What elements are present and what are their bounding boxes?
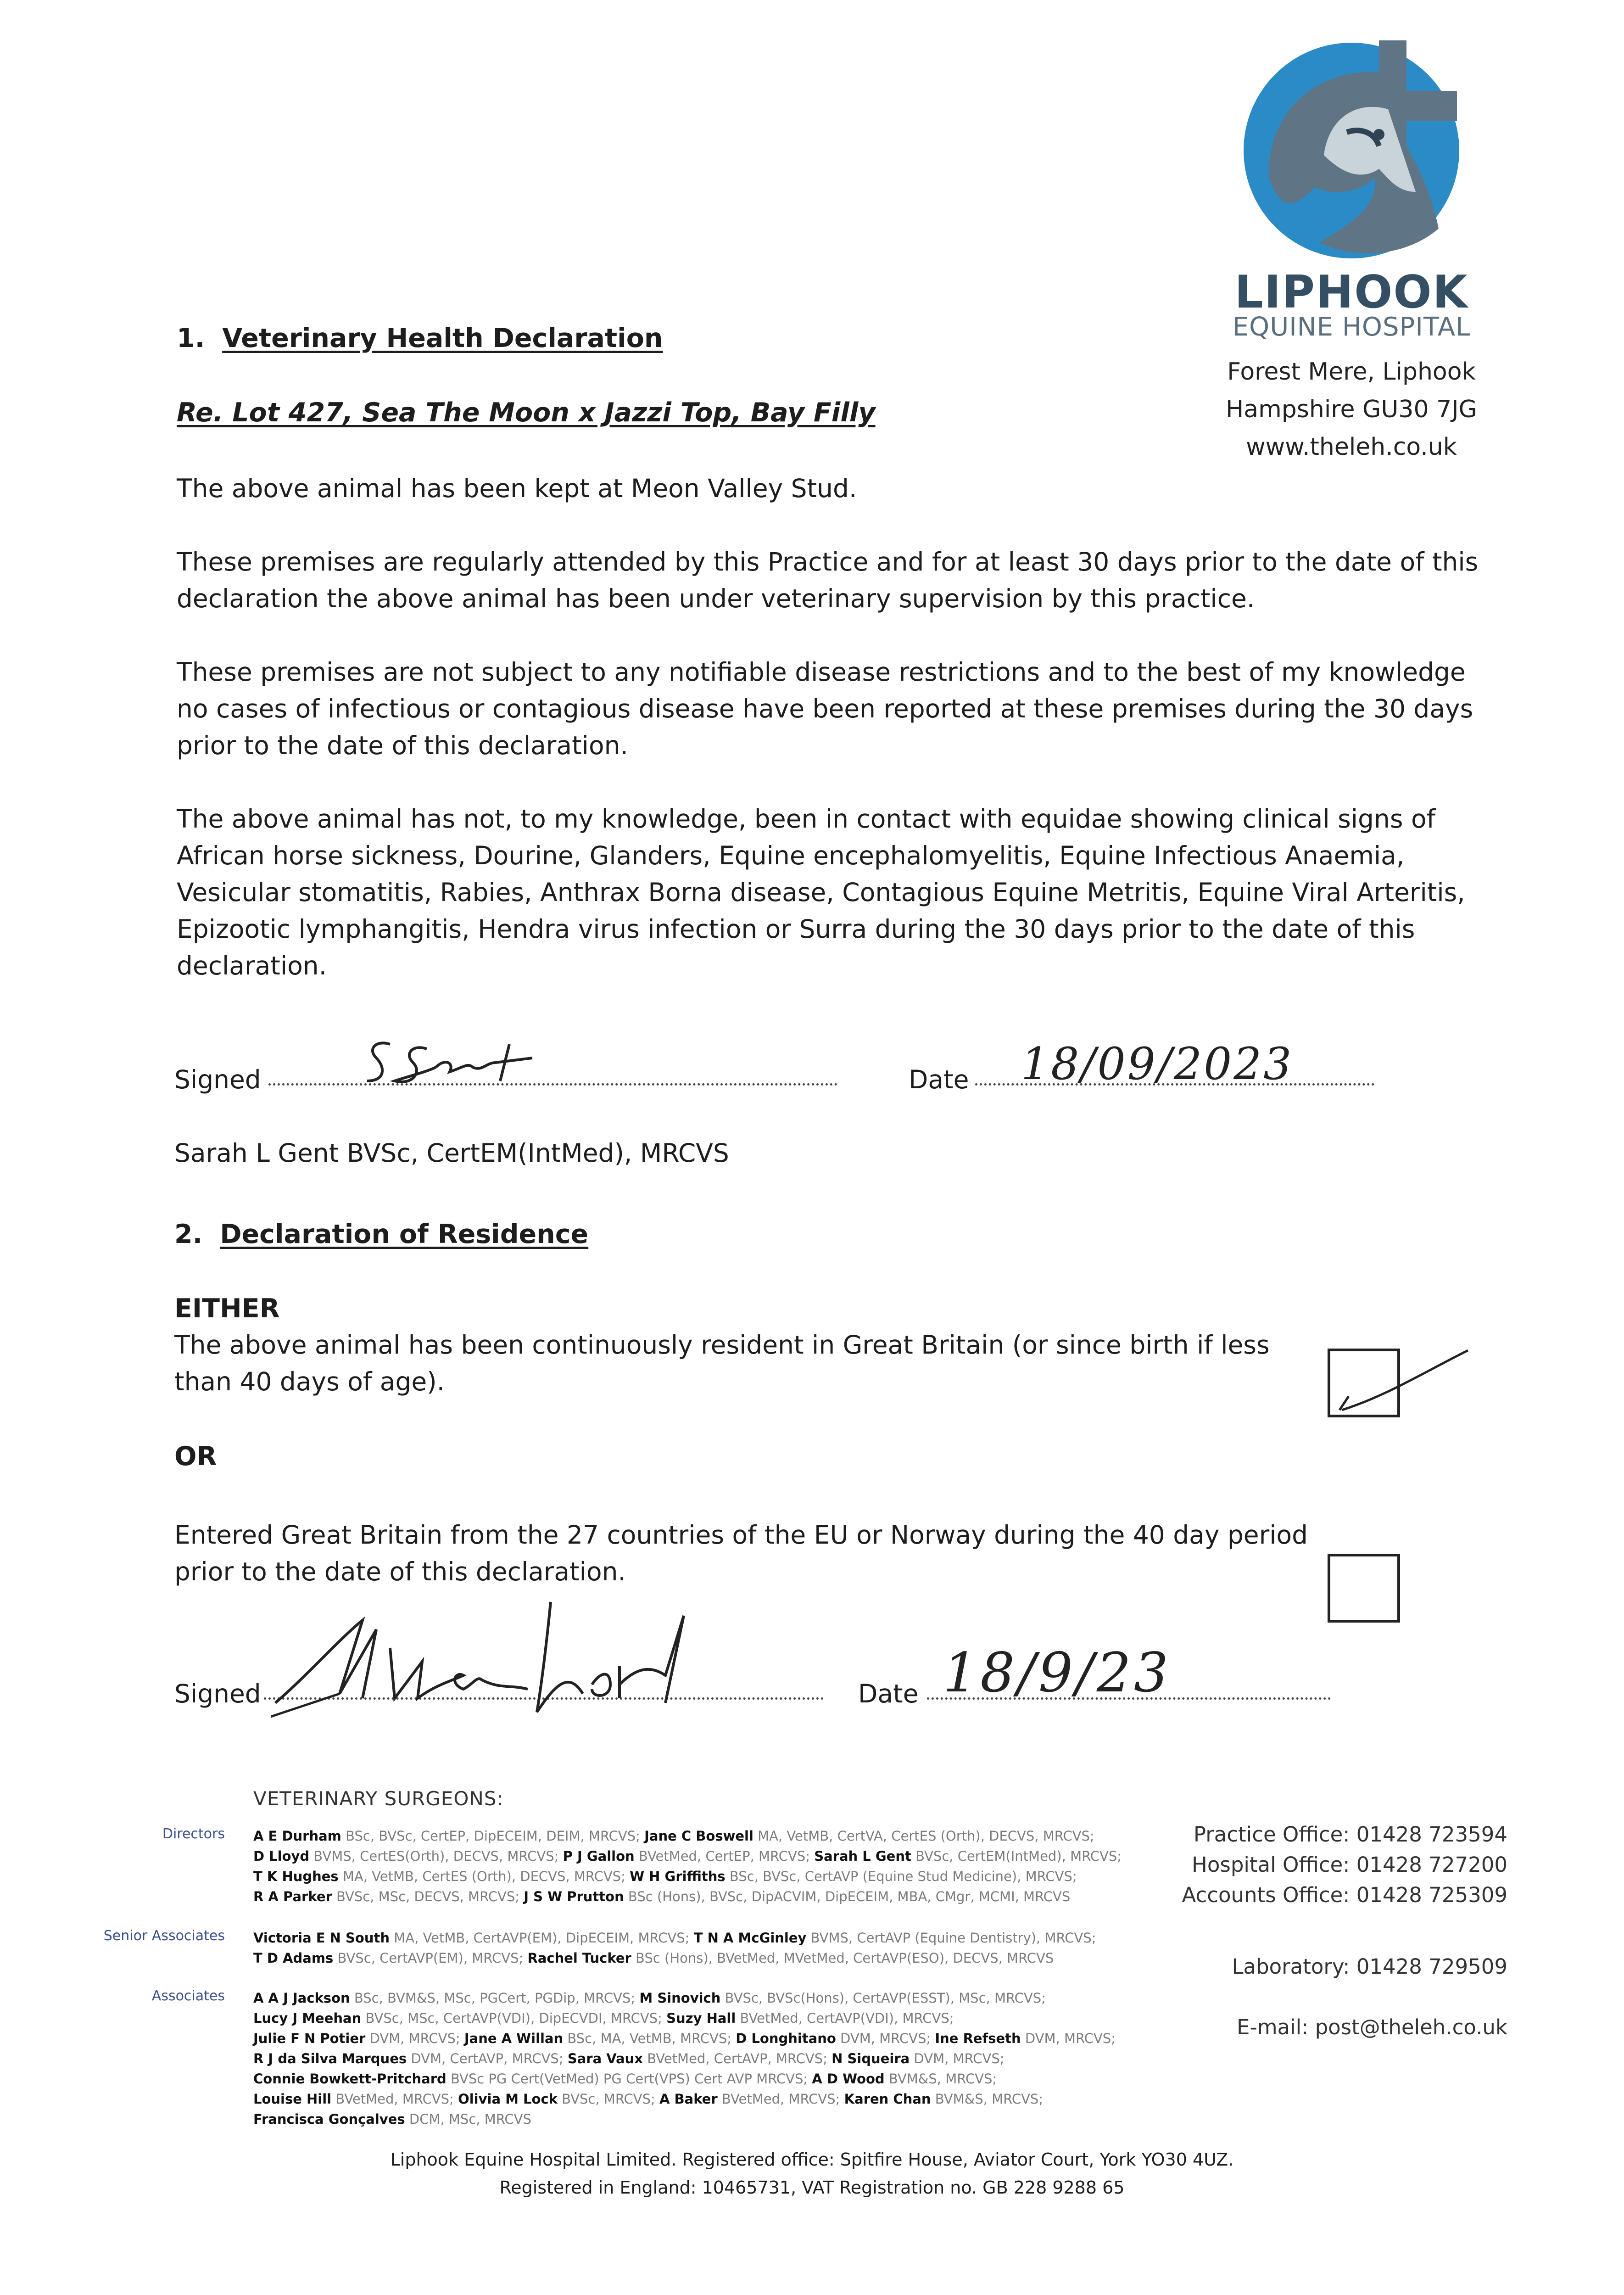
or-label: OR bbox=[174, 1441, 217, 1472]
brand-subtitle: EQUINE HOSPITAL bbox=[1232, 312, 1471, 342]
staff-qualifications: BVM&S, MRCVS; bbox=[931, 2091, 1044, 2107]
date-label-2: Date bbox=[858, 1679, 919, 1708]
signed-label-1: Signed bbox=[174, 1065, 261, 1094]
staff-qualifications: BVetMed, CertEP, MRCVS; bbox=[634, 1848, 815, 1864]
staff-qualifications: BVetMed, MRCVS; bbox=[717, 2091, 844, 2107]
staff-name: D Longhitano bbox=[736, 2031, 836, 2046]
associates-list bbox=[253, 1988, 1116, 2129]
staff-name: R J da Silva Marques bbox=[253, 2051, 407, 2066]
date-value-1: 18/09/2023 bbox=[1021, 1038, 1294, 1090]
staff-qualifications: BVSc, BVSc(Hons), CertAVP(ESST), MSc, MRCVS; bbox=[720, 1990, 1046, 2006]
paragraph-no-restrictions: These premises are not subject to any notifiable disease restrictions and to the best of my knowledge no cases of infectious or contagious disease have been reported at these premises during the 30 days prior to the date of this declaration. bbox=[177, 657, 1473, 760]
staff-name: Louise Hill bbox=[253, 2091, 332, 2107]
section-1-heading bbox=[177, 323, 663, 353]
registered-office-line: Liphook Equine Hospital Limited. Registered office: Spitfire House, Aviator Court, York YO30 4UZ. bbox=[390, 2149, 1234, 2170]
staff-qualifications: DCM, MSc, MRCVS bbox=[405, 2111, 531, 2127]
signatory-name: Sarah L Gent BVSc, CertEM(IntMed), MRCVS bbox=[174, 1138, 729, 1168]
staff-qualifications: DVM, CertAVP, MRCVS; bbox=[407, 2051, 568, 2066]
laboratory-phone: Laboratory: 01428 729509 bbox=[1232, 1954, 1507, 1979]
staff-line bbox=[253, 1928, 1096, 1948]
staff-line bbox=[253, 2089, 1116, 2109]
staff-qualifications: DVM, MRCVS; bbox=[836, 2031, 935, 2046]
hospital-office-phone: Hospital Office: 01428 727200 bbox=[1192, 1853, 1507, 1877]
staff-name: J S W Prutton bbox=[524, 1889, 624, 1904]
staff-name: P J Gallon bbox=[563, 1848, 635, 1864]
practice-office-phone: Practice Office: 01428 723594 bbox=[1193, 1822, 1507, 1847]
section-1-number: 1. bbox=[177, 323, 205, 353]
registration-number-line: Registered in England: 10465731, VAT Registration no. GB 228 9288 65 bbox=[499, 2177, 1125, 2198]
role-senior-associates: Senior Associates bbox=[103, 1928, 225, 1944]
staff-qualifications: MA, VetMB, CertES (Orth), DECVS, MRCVS; bbox=[338, 1869, 630, 1884]
staff-line bbox=[253, 1988, 1116, 2008]
staff-qualifications: BSc, MA, VetMB, MRCVS; bbox=[563, 2031, 736, 2046]
directors-list bbox=[253, 1826, 1122, 1907]
staff-qualifications: BVMS, CertAVP (Equine Dentistry), MRCVS; bbox=[806, 1930, 1096, 1946]
staff-name: A A J Jackson bbox=[253, 1990, 350, 2006]
staff-qualifications: BVSc PG Cert(VetMed) PG Cert(VPS) Cert AVP MRCVS; bbox=[446, 2071, 812, 2087]
staff-line bbox=[253, 1846, 1122, 1866]
staff-qualifications: BVSc, MRCVS; bbox=[557, 2091, 660, 2107]
paragraph-no-contact: The above animal has not, to my knowledge, been in contact with equidae showing clinical signs of African horse sickness, Dourine, Glanders, Equine encephalomyelitis, Equine Infectious Anaemia, Vesicular stomatitis, Rabies, Anthrax Borna disease, Contagious Equine Metritis, Equine Viral Arteritis, Epizootic lymphangitis, Hendra virus infection or Surra during the 30 days prior to the date of this declaration. bbox=[177, 804, 1465, 980]
staff-qualifications: BSc (Hons), BVSc, DipACVIM, DipECEIM, MBA, CMgr, MCMI, MRCVS bbox=[624, 1889, 1071, 1904]
staff-qualifications: BVetMed, CertAVP, MRCVS; bbox=[643, 2051, 832, 2066]
staff-name: Karen Chan bbox=[844, 2091, 931, 2107]
staff-qualifications: BSc, BVM&S, MSc, PGCert, PGDip, MRCVS; bbox=[350, 1990, 640, 2006]
staff-qualifications: BSc (Hons), BVetMed, MVetMed, CertAVP(ESO), DECVS, MRCVS bbox=[631, 1950, 1054, 1966]
staff-qualifications: BSc, BVSc, CertAVP (Equine Stud Medicine), MRCVS; bbox=[725, 1869, 1077, 1884]
staff-name: N Siqueira bbox=[832, 2051, 910, 2066]
staff-qualifications: BVSc, CertEM(IntMed), MRCVS; bbox=[911, 1848, 1122, 1864]
staff-name: Connie Bowkett-Pritchard bbox=[253, 2071, 446, 2087]
horse-head-cross-icon bbox=[1241, 40, 1462, 261]
staff-line bbox=[253, 1866, 1122, 1886]
staff-name: Sara Vaux bbox=[567, 2051, 643, 2066]
section-2-number: 2. bbox=[174, 1219, 203, 1249]
staff-qualifications: BVetMed, CertAVP(VDI), MRCVS; bbox=[736, 2010, 954, 2026]
staff-qualifications: BVSc, MSc, DECVS, MRCVS; bbox=[332, 1889, 524, 1904]
signed-label-2: Signed bbox=[174, 1679, 261, 1708]
staff-line bbox=[253, 2049, 1116, 2069]
signature-line-1 bbox=[268, 1083, 837, 1086]
staff-line bbox=[253, 1948, 1096, 1968]
staff-qualifications: DVM, MRCVS; bbox=[1021, 2031, 1116, 2046]
staff-name: Jane C Boswell bbox=[644, 1828, 753, 1844]
senior-associates-list bbox=[253, 1928, 1096, 1968]
staff-qualifications: BVM&S, MRCVS; bbox=[884, 2071, 997, 2087]
staff-name: A D Wood bbox=[812, 2071, 885, 2087]
email-link[interactable]: E-mail: post@theleh.co.uk bbox=[1237, 2015, 1507, 2039]
vets-title: VETERINARY SURGEONS: bbox=[253, 1787, 504, 1810]
staff-line bbox=[253, 2008, 1116, 2028]
staff-name: Lucy J Meehan bbox=[253, 2010, 362, 2026]
paragraph-supervision: These premises are regularly attended by this Practice and for at least 30 days prior to the date of this declaration the above animal has been under veterinary supervision by this practice. bbox=[177, 547, 1479, 613]
either-checkbox[interactable] bbox=[1328, 1349, 1400, 1417]
date-label-1: Date bbox=[909, 1065, 969, 1094]
signature-2 bbox=[271, 1593, 776, 1732]
re-line: Re. Lot 427, Sea The Moon x Jazzi Top, Bay Filly bbox=[177, 397, 876, 428]
either-label: EITHER bbox=[174, 1293, 280, 1324]
staff-line bbox=[253, 2069, 1116, 2089]
section-2-heading bbox=[174, 1219, 588, 1249]
or-checkbox[interactable] bbox=[1328, 1554, 1400, 1623]
section-1-title: Veterinary Health Declaration bbox=[222, 323, 663, 353]
address-line-1: Forest Mere, Liphook bbox=[1227, 358, 1476, 386]
staff-qualifications: MA, VetMB, CertAVP(EM), DipECEIM, MRCVS; bbox=[390, 1930, 694, 1946]
signature-1 bbox=[358, 1030, 541, 1101]
either-text: The above animal has been continuously resident in Great Britain (or since birth if less than 40 days of age). bbox=[174, 1330, 1270, 1396]
staff-name: T D Adams bbox=[253, 1950, 334, 1966]
section-2-title: Declaration of Residence bbox=[220, 1219, 589, 1249]
staff-qualifications: BSc, BVSc, CertEP, DipECEIM, DEIM, MRCVS; bbox=[341, 1828, 645, 1844]
staff-name: T N A McGinley bbox=[693, 1930, 807, 1946]
staff-name: R A Parker bbox=[253, 1889, 332, 1904]
check-mark-icon bbox=[1330, 1346, 1477, 1419]
staff-line bbox=[253, 1886, 1122, 1907]
staff-qualifications: MA, VetMB, CertVA, CertES (Orth), DECVS, MRCVS; bbox=[753, 1828, 1094, 1844]
staff-name: Julie F N Potier bbox=[253, 2031, 366, 2046]
or-text: Entered Great Britain from the 27 countries of the EU or Norway during the 40 day period prior to the date of this declaration. bbox=[174, 1520, 1308, 1586]
staff-qualifications: DVM, MRCVS; bbox=[365, 2031, 464, 2046]
staff-name: Jane A Willan bbox=[464, 2031, 564, 2046]
staff-name: W H Griffiths bbox=[630, 1869, 725, 1884]
date-value-2: 18/9/23 bbox=[943, 1641, 1171, 1704]
staff-name: T K Hughes bbox=[253, 1869, 339, 1884]
staff-name: Olivia M Lock bbox=[458, 2091, 558, 2107]
staff-name: Rachel Tucker bbox=[527, 1950, 631, 1966]
staff-qualifications: BVSc, CertAVP(EM), MRCVS; bbox=[333, 1950, 528, 1966]
staff-name: A Baker bbox=[659, 2091, 718, 2107]
staff-qualifications: BVetMed, MRCVS; bbox=[331, 2091, 458, 2107]
staff-name: M Sinovich bbox=[639, 1990, 721, 2006]
staff-line bbox=[253, 2109, 1116, 2129]
role-associates: Associates bbox=[151, 1988, 225, 2004]
role-directors: Directors bbox=[162, 1826, 225, 1842]
accounts-office-phone: Accounts Office: 01428 725309 bbox=[1182, 1883, 1507, 1907]
staff-name: Francisca Gonçalves bbox=[253, 2111, 405, 2127]
website-link[interactable]: www.theleh.co.uk bbox=[1246, 433, 1457, 461]
staff-name: A E Durham bbox=[253, 1828, 341, 1844]
staff-name: Sarah L Gent bbox=[814, 1848, 911, 1864]
staff-qualifications: BVSc, MSc, CertAVP(VDI), DipECVDI, MRCVS; bbox=[361, 2010, 667, 2026]
address-line-2: Hampshire GU30 7JG bbox=[1226, 396, 1477, 423]
staff-name: Victoria E N South bbox=[253, 1930, 390, 1946]
staff-name: Ine Refseth bbox=[935, 2031, 1021, 2046]
staff-qualifications: BVMS, CertES(Orth), DECVS, MRCVS; bbox=[309, 1848, 563, 1864]
paragraph-kept-at: The above animal has been kept at Meon Valley Stud. bbox=[177, 474, 857, 503]
staff-qualifications: DVM, MRCVS; bbox=[910, 2051, 1005, 2066]
staff-name: D Lloyd bbox=[253, 1848, 310, 1864]
staff-name: Suzy Hall bbox=[666, 2010, 736, 2026]
brand-name: LIPHOOK bbox=[1234, 266, 1468, 319]
staff-line bbox=[253, 1826, 1122, 1846]
staff-line bbox=[253, 2028, 1116, 2049]
